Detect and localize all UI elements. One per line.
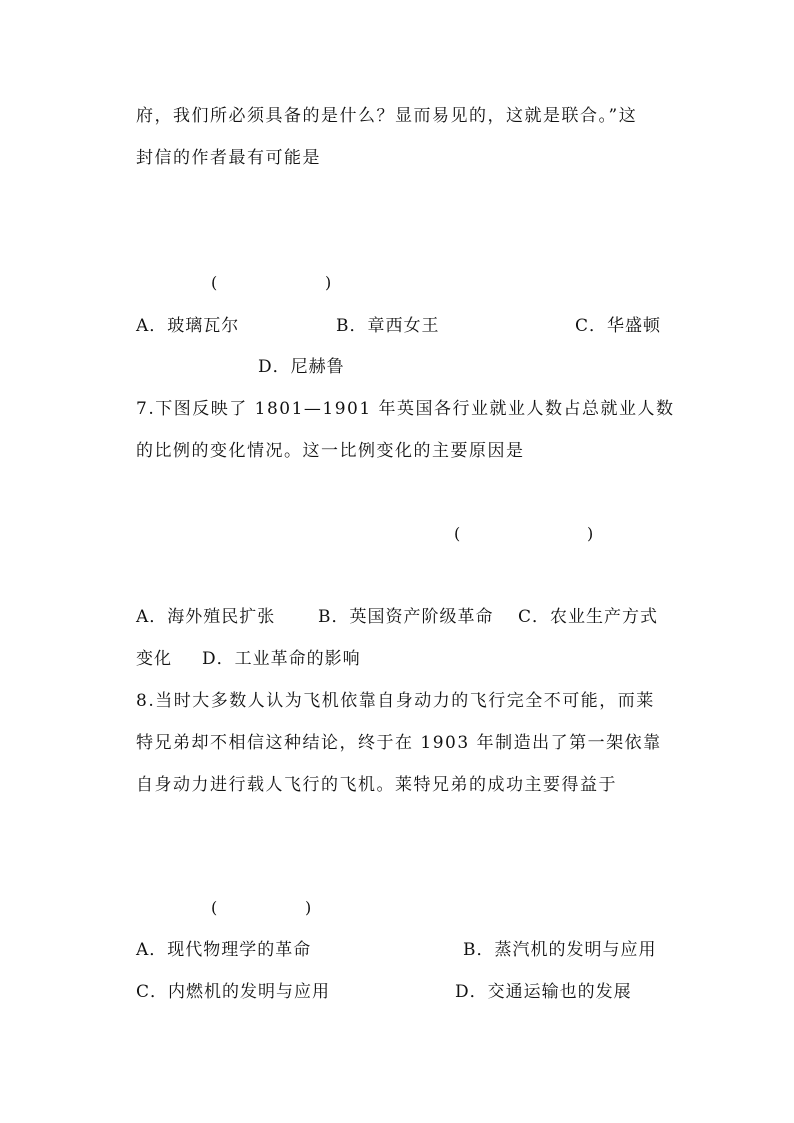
- q7-text-line1: 7.下图反映了 1801—1901 年英国各行业就业人数占总就业人数: [136, 399, 675, 419]
- q8-answer-paren-close: ): [305, 898, 312, 917]
- q7-option-b: B．英国资产阶级革命: [318, 607, 494, 627]
- q6-option-b: B．章西女王: [336, 316, 440, 336]
- q6-answer-paren-open: (: [211, 273, 218, 292]
- q8-option-c: C．内燃机的发明与应用: [136, 982, 331, 1002]
- q7-option-c: C．农业生产方式: [518, 607, 659, 627]
- q6-answer-paren-close: ): [325, 273, 332, 292]
- q8-option-a: A．现代物理学的革命: [136, 940, 312, 960]
- q7-answer-paren-close: ): [587, 524, 594, 543]
- q6-text-line2: 封信的作者最有可能是: [136, 148, 321, 168]
- q8-text-line2: 特兄弟却不相信这种结论，终于在 1903 年制造出了第一架依靠: [136, 733, 662, 753]
- q8-text-line1: 8.当时大多数人认为飞机依靠自身动力的飞行完全不可能，而莱: [136, 691, 655, 711]
- q7-answer-paren-open: (: [454, 524, 461, 543]
- q8-text-line3: 自身动力进行载人飞行的飞机。莱特兄弟的成功主要得益于: [136, 775, 617, 795]
- q8-option-b: B．蒸汽机的发明与应用: [463, 940, 657, 960]
- q7-option-c-continued: 变化: [136, 649, 172, 669]
- q6-option-a: A．玻璃瓦尔: [136, 316, 240, 336]
- q7-option-d: D．工业革命的影响: [202, 649, 361, 669]
- q6-text-line1: 府，我们所必须具备的是什么？显而易见的，这就是联合。”这: [136, 106, 638, 126]
- q7-option-a: A．海外殖民扩张: [136, 607, 276, 627]
- q7-text-line2: 的比例的变化情况。这一比例变化的主要原因是: [136, 441, 525, 461]
- q6-option-d: D．尼赫鲁: [258, 357, 345, 377]
- q6-option-c: C．华盛顿: [575, 316, 662, 336]
- q8-answer-paren-open: (: [211, 898, 218, 917]
- q8-option-d: D．交通运输也的发展: [455, 982, 632, 1002]
